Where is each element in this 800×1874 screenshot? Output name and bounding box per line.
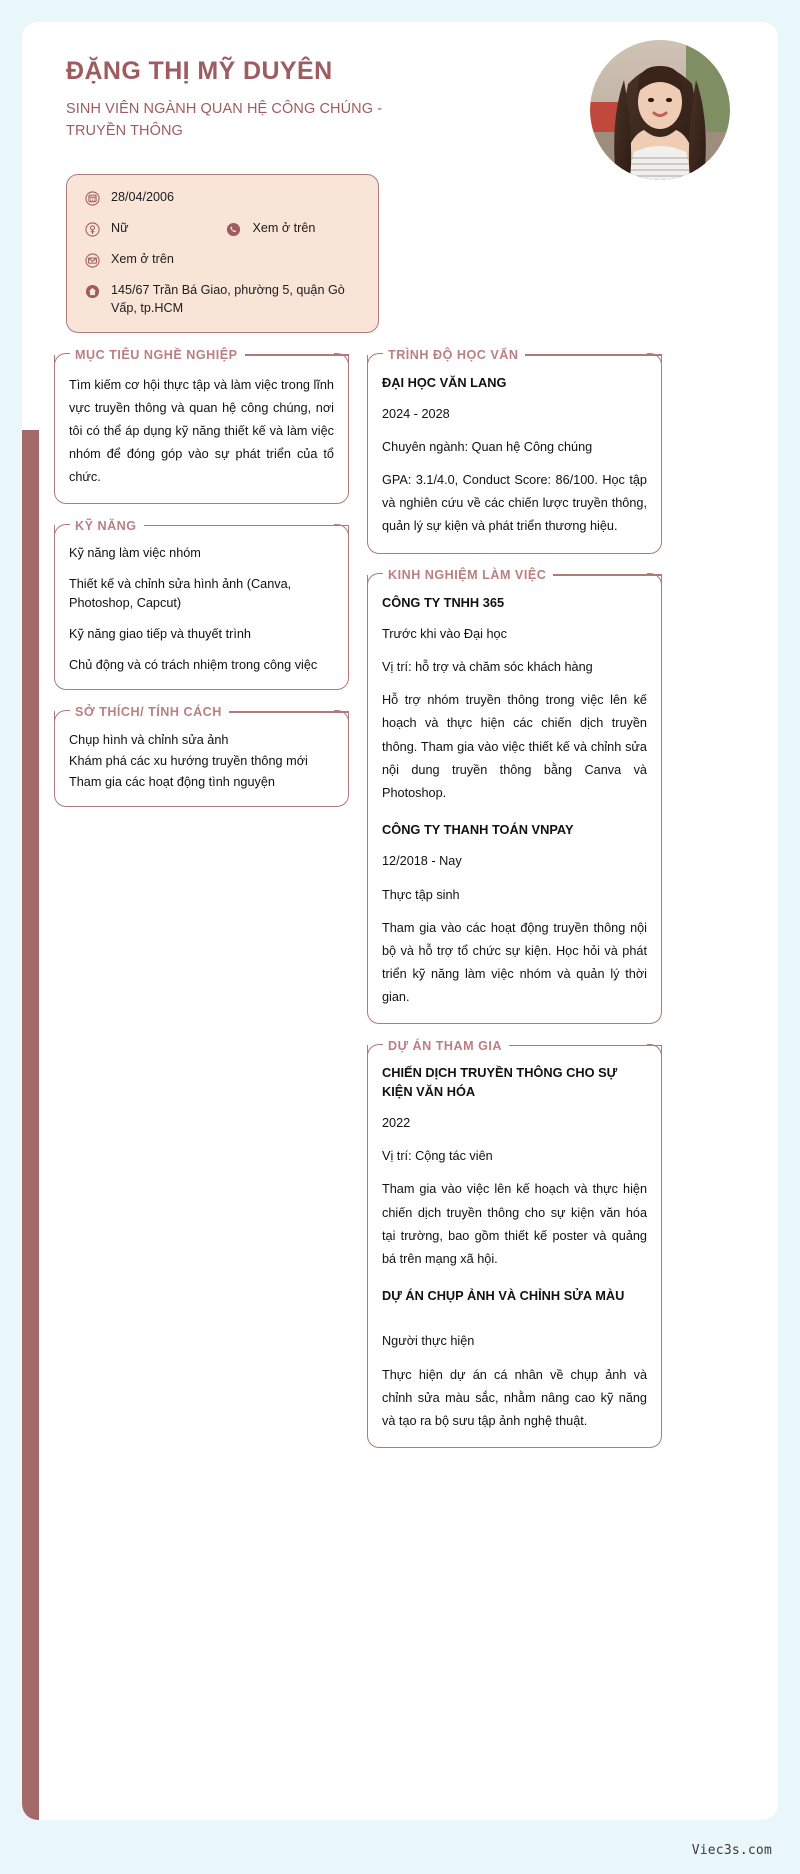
cv-header <box>54 42 748 162</box>
section-skills-header <box>54 517 349 534</box>
job-subtitle: SINH VIÊN NGÀNH QUAN HỆ CÔNG CHÚNG - TRUYỀN THÔNG <box>66 101 383 140</box>
decorative-spine <box>22 430 39 1820</box>
page-title: ĐẶNG THỊ MỸ DUYÊN <box>66 57 333 85</box>
contact-box <box>66 174 379 333</box>
address-value: 145/67 Trần Bá Giao, phường 5, quận Gò Vấp, tp.HCM <box>111 283 345 316</box>
calendar-icon <box>81 188 103 208</box>
phone-icon <box>223 219 245 239</box>
experience-company: CÔNG TY TNHH 365 <box>382 594 505 610</box>
birthday-value: 28/04/2006 <box>111 190 175 204</box>
section-hobbies-header <box>54 703 349 720</box>
contact-phone <box>223 219 365 239</box>
experience-period: 12/2018 - Nay <box>382 854 462 869</box>
section-skills <box>54 517 349 690</box>
education-period: 2024 - 2028 <box>382 407 450 422</box>
experience-position: Thực tập sinh <box>382 887 460 902</box>
home-icon <box>81 281 103 301</box>
project-detail: Tham gia vào việc lên kế hoạch và thực hiện chiến dịch truyền thông cho sự kiện văn hóa tại trường, bao gồm thiết kế poster và quảng bá trên mạng xã hội. <box>382 1182 647 1266</box>
column-right <box>367 347 662 1461</box>
column-left <box>54 347 349 821</box>
project-name: DỰ ÁN CHỤP ẢNH VÀ CHỈNH SỬA MÀU <box>382 1287 625 1303</box>
gender-value: Nữ <box>111 221 129 235</box>
project-name: CHIẾN DỊCH TRUYỀN THÔNG CHO SỰ KIỆN VĂN HÓA <box>382 1065 618 1099</box>
gender-icon <box>81 219 103 239</box>
contact-gender <box>81 219 223 239</box>
section-projects-header <box>367 1037 662 1054</box>
cv-columns <box>54 347 748 1461</box>
project-position: Người thực hiện <box>382 1334 475 1349</box>
contact-row-birthday <box>81 188 364 208</box>
email-value: Xem ở trên <box>111 252 174 266</box>
spacer <box>382 1316 647 1330</box>
section-skills-title: KỸ NĂNG <box>70 519 144 533</box>
avatar <box>590 40 730 180</box>
envelope-icon <box>81 250 103 270</box>
section-projects-title: DỰ ÁN THAM GIA <box>383 1039 509 1053</box>
experience-period: Trước khi vào Đại học <box>382 627 507 642</box>
section-skills-body <box>54 525 349 690</box>
section-hobbies <box>54 703 349 807</box>
site-brand: Viec3s.com <box>691 1843 772 1858</box>
experience-detail: Tham gia vào các hoạt động truyền thông nội bộ và hỗ trợ tổ chức sự kiện. Học hỏi và phát triển kỹ năng làm việc nhóm và quản lý thời gian. <box>382 920 647 1004</box>
list-item: Chụp hình và chỉnh sửa ảnh <box>69 733 229 748</box>
experience-position: Vị trí: hỗ trợ và chăm sóc khách hàng <box>382 660 593 675</box>
section-hobbies-body <box>54 711 349 807</box>
section-education <box>367 347 662 554</box>
section-rule <box>509 1045 662 1046</box>
education-major: Chuyên ngành: Quan hệ Công chúng <box>382 440 593 455</box>
section-objective-title: MỤC TIÊU NGHỀ NGHIỆP <box>70 348 245 362</box>
section-rule <box>229 711 349 712</box>
education-detail: GPA: 3.1/4.0, Conduct Score: 86/100. Học tập và nghiên cứu về các chiến lược truyền thông, quản lý sự kiện và phát triển thương hiệu. <box>382 473 647 534</box>
portrait-photo-icon <box>590 40 730 180</box>
section-projects <box>367 1037 662 1448</box>
section-rule <box>144 525 349 526</box>
list-item: Thiết kế và chỉnh sửa hình ảnh (Canva, Photoshop, Capcut) <box>69 576 292 611</box>
section-experience-body <box>367 575 662 1025</box>
section-experience-title: KINH NGHIỆM LÀM VIỆC <box>383 568 553 582</box>
contact-row-address <box>81 281 364 318</box>
project-detail: Thực hiện dự án cá nhân về chụp ảnh và chỉnh sửa màu sắc, nhằm nâng cao kỹ năng và tạo ra bộ sưu tập ảnh nghệ thuật. <box>382 1367 647 1428</box>
cv-content <box>39 22 778 1820</box>
contact-row-gender-phone <box>81 219 364 239</box>
section-experience <box>367 567 662 1025</box>
objective-text: Tìm kiếm cơ hội thực tập và làm việc trong lĩnh vực truyền thông và quan hệ công chúng, nơi tôi có thể áp dụng kỹ năng thiết kế và làm việc nhóm để đóng góp vào sự phát triển của tổ chức. <box>69 377 334 484</box>
list-item: Khám phá các xu hướng truyền thông mới <box>69 754 308 769</box>
project-position: Vị trí: Cộng tác viên <box>382 1149 493 1164</box>
project-period: 2022 <box>382 1116 411 1131</box>
section-projects-body <box>367 1045 662 1448</box>
section-education-title: TRÌNH ĐỘ HỌC VẤN <box>383 348 525 362</box>
section-hobbies-title: SỞ THÍCH/ TÍNH CÁCH <box>70 705 229 719</box>
list-item: Kỹ năng làm việc nhóm <box>69 546 201 561</box>
list-item: Tham gia các hoạt động tình nguyện <box>69 774 275 789</box>
experience-company: CÔNG TY THANH TOÁN VNPAY <box>382 821 574 837</box>
contact-row-email <box>81 250 364 270</box>
section-rule <box>553 574 662 575</box>
experience-detail: Hỗ trợ nhóm truyền thông trong việc lên kế hoạch và thực hiện các chiến dịch truyền thông. Tham gia vào việc thiết kế và chỉnh sửa nội dung truyền thông bằng Canva và Photoshop. <box>382 693 647 800</box>
section-education-header <box>367 347 662 364</box>
section-rule <box>245 354 349 355</box>
list-item: Kỹ năng giao tiếp và thuyết trình <box>69 627 251 642</box>
section-objective <box>54 347 349 505</box>
education-school: ĐẠI HỌC VĂN LANG <box>382 374 507 390</box>
section-objective-body <box>54 355 349 505</box>
section-education-body <box>367 355 662 554</box>
section-objective-header <box>54 347 349 364</box>
section-experience-header <box>367 567 662 584</box>
list-item: Chủ động và có trách nhiệm trong công việc <box>69 657 318 672</box>
section-rule <box>525 354 662 355</box>
phone-value: Xem ở trên <box>252 221 316 235</box>
